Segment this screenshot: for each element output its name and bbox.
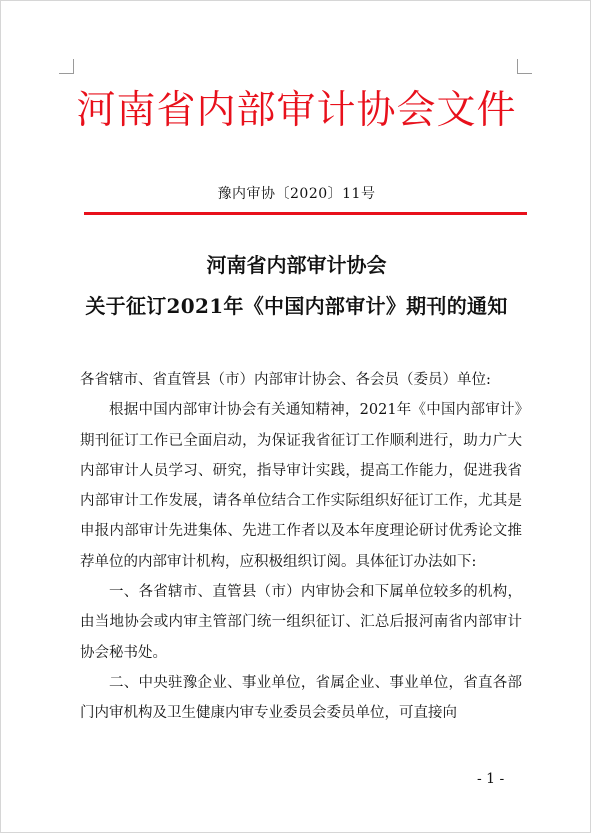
body-paragraph-item-1: 一、各省辖市、直管县（市）内审协会和下属单位较多的机构，由当地协会或内审主管部门统一组织征订、汇总后报河南省内部审计协会秘书处。	[80, 584, 522, 661]
document-body	[80, 365, 522, 729]
crop-mark-top-left	[59, 59, 74, 74]
body-paragraph-item-2: 二、中央驻豫企业、事业单位，省属企业、事业单位，省直各部门内审机构及卫生健康内审专业委员会委员单位，可直接向	[80, 674, 522, 722]
document-title-line2: 关于征订2021年《中国内部审计》期刊的通知	[85, 294, 508, 318]
page-number: - 1 -	[477, 771, 505, 787]
issuer-header: 河南省内部审计协会文件	[76, 88, 517, 133]
addressee-line: 各省辖市、省直管县（市）内部审计协会、各会员（委员）单位:	[80, 372, 491, 388]
crop-mark-top-right	[517, 59, 532, 74]
document-number: 豫内审协〔2020〕11号	[217, 186, 376, 202]
red-separator-line	[84, 212, 527, 215]
document-title-line1: 河南省内部审计协会	[206, 253, 387, 277]
body-paragraph-intro: 根据中国内部审计协会有关通知精神，2021年《中国内部审计》期刊征订工作已全面启动，为保证我省征订工作顺利进行，助力广大内部审计人员学习、研究，指导审计实践，提高工作能力，促进我省内部审计工作发展，请各单位结合工作实际组织好征订工作，尤其是申报内部审计先进集体、先进工作者以及本年度理论研讨优秀论文推荐单位的内部审计机构，应积极组织订阅。具体征订办法如下:	[80, 402, 522, 570]
